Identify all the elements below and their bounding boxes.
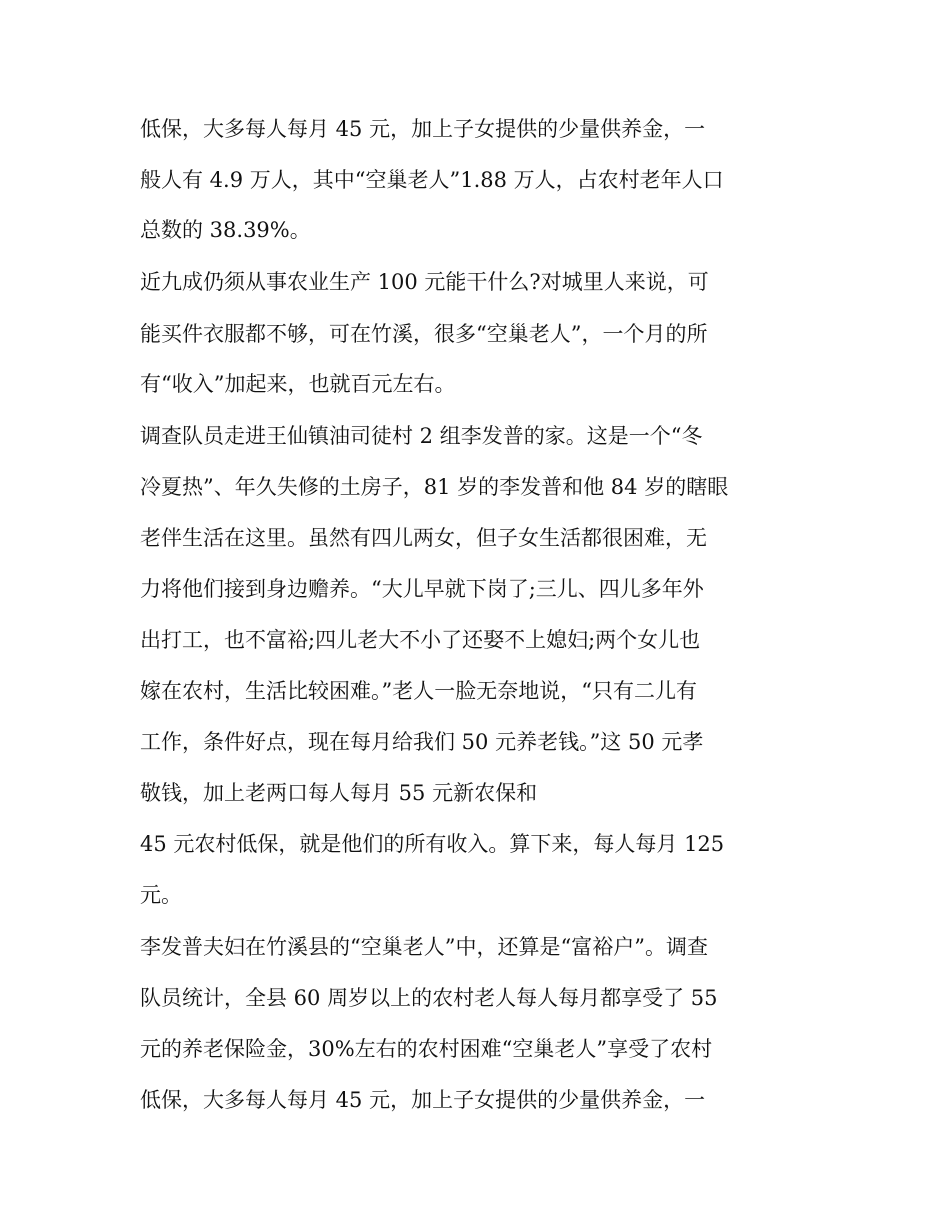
text-line: 低保，大多每人每月 45 元，加上子女提供的少量供养金，一 xyxy=(140,117,706,141)
text-line: 元。 xyxy=(140,883,182,907)
text-line: 45 元农村低保，就是他们的所有收入。算下来，每人每月 125 xyxy=(140,832,725,856)
text-line: 队员统计，全县 60 周岁以上的农村老人每人每月都享受了 55 xyxy=(140,986,718,1010)
text-line: 出打工，也不富裕;四儿老大不小了还娶不上媳妇;两个女儿也 xyxy=(140,628,701,652)
text-line: 李发普夫妇在竹溪县的“空巢老人”中，还算是“富裕户”。调查 xyxy=(140,935,708,959)
text-line: 能买件衣服都不够，可在竹溪，很多“空巢老人”，一个月的所 xyxy=(140,322,708,346)
text-line: 力将他们接到身边赡养。“大儿早就下岗了;三儿、四儿多年外 xyxy=(140,577,704,601)
text-line: 有“收入”加起来，也就百元左右。 xyxy=(140,372,456,396)
text-line: 冷夏热”、年久失修的土房子，81 岁的李发普和他 84 岁的瞎眼 xyxy=(140,475,729,499)
text-line: 总数的 38.39%。 xyxy=(140,218,311,242)
text-line: 近九成仍须从事农业生产 100 元能干什么?对城里人来说，可 xyxy=(140,270,709,294)
text-line: 工作，条件好点，现在每月给我们 50 元养老钱。”这 50 元孝 xyxy=(140,730,704,754)
text-line: 敬钱，加上老两口每人每月 55 元新农保和 xyxy=(140,781,538,805)
text-line: 老伴生活在这里。虽然有四儿两女，但子女生活都很困难，无 xyxy=(140,526,707,550)
text-line: 嫁在农村，生活比较困难。”老人一脸无奈地说，“只有二儿有 xyxy=(140,679,697,703)
text-line: 低保，大多每人每月 45 元，加上子女提供的少量供养金，一 xyxy=(140,1088,706,1112)
text-line: 调查队员走进王仙镇油司徒村 2 组李发普的家。这是一个“冬 xyxy=(140,424,703,448)
text-line: 般人有 4.9 万人，其中“空巢老人”1.88 万人，占农村老年人口 xyxy=(140,168,724,192)
text-line: 元的养老保险金，30%左右的农村困难“空巢老人”享受了农村 xyxy=(140,1037,713,1061)
